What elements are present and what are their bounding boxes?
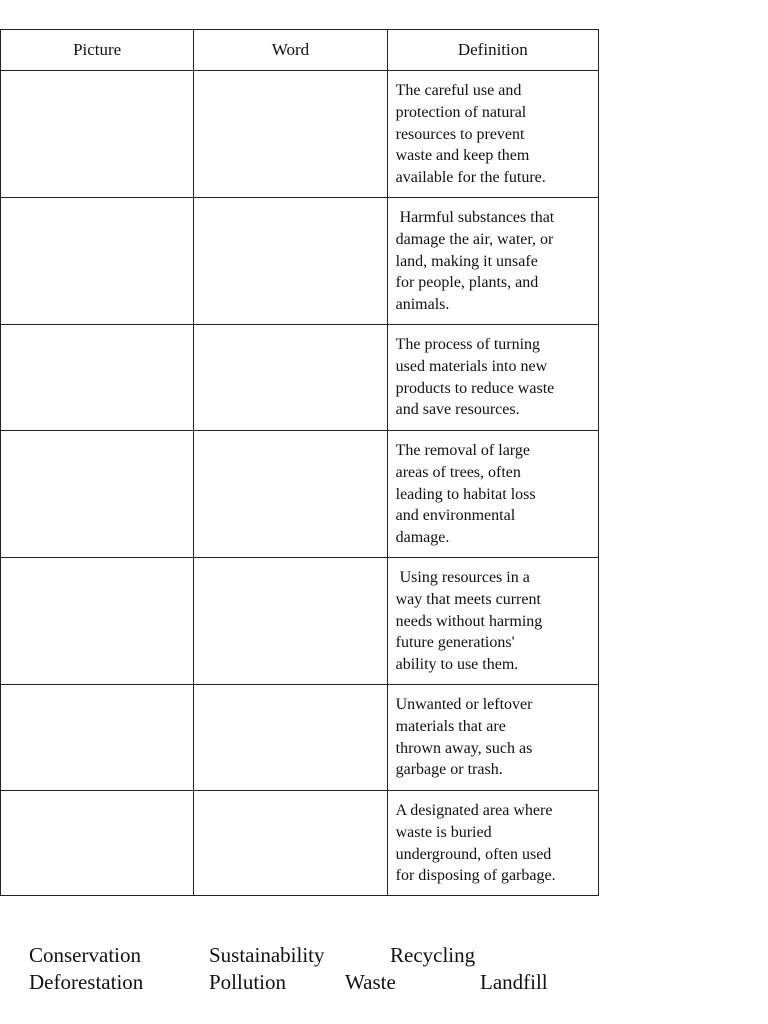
definition-text: Harmful substances that damage the air, water, or land, making it unsafe for people, plants, and animals. (395, 209, 555, 314)
definition-cell (387, 431, 598, 558)
definition-column-header: Definition (387, 30, 598, 71)
definition-text: The removal of large areas of trees, often leading to habitat loss and environmental damage. (395, 442, 536, 547)
definition-cell (387, 791, 598, 896)
table-row (1, 198, 599, 325)
word-column-header: Word (194, 30, 387, 71)
picture-cell[interactable] (1, 558, 194, 685)
table-header-row (1, 30, 599, 71)
table-row (1, 558, 599, 685)
word-cell[interactable] (194, 791, 387, 896)
table-row (1, 71, 599, 198)
vocabulary-table (0, 29, 599, 896)
table-row (1, 325, 599, 431)
definition-cell (387, 325, 598, 431)
word-bank (29, 942, 589, 998)
definition-text: The careful use and protection of natural resources to prevent waste and keep them available for the future. (395, 82, 546, 187)
definition-text: Using resources in a way that meets current needs without harming future generations' ability to use them. (395, 569, 543, 674)
word-cell[interactable] (194, 431, 387, 558)
picture-cell[interactable] (1, 431, 194, 558)
word-bank-landfill: Landfill (480, 970, 548, 994)
definition-cell (387, 558, 598, 685)
word-bank-deforestation: Deforestation (29, 970, 144, 994)
word-bank-pollution: Pollution (209, 970, 287, 994)
picture-cell[interactable] (1, 325, 194, 431)
picture-cell[interactable] (1, 198, 194, 325)
word-bank-sustainability: Sustainability (209, 943, 325, 967)
picture-cell[interactable] (1, 791, 194, 896)
word-cell[interactable] (194, 71, 387, 198)
picture-cell[interactable] (1, 685, 194, 791)
table-row (1, 791, 599, 896)
definition-text: A designated area where waste is buried underground, often used for disposing of garbage. (395, 802, 556, 885)
table-row (1, 685, 599, 791)
table-row (1, 431, 599, 558)
word-cell[interactable] (194, 685, 387, 791)
definition-cell (387, 198, 598, 325)
definition-cell (387, 685, 598, 791)
word-bank-recycling: Recycling (390, 943, 476, 967)
word-cell[interactable] (194, 558, 387, 685)
picture-cell[interactable] (1, 71, 194, 198)
definition-text: The process of turning used materials into new products to reduce waste and save resources. (395, 336, 555, 419)
definition-cell (387, 71, 598, 198)
word-cell[interactable] (194, 198, 387, 325)
word-cell[interactable] (194, 325, 387, 431)
picture-column-header: Picture (1, 30, 194, 71)
word-bank-waste: Waste (345, 970, 396, 994)
word-bank-conservation: Conservation (29, 943, 141, 967)
definition-text: Unwanted or leftover materials that are thrown away, such as garbage or trash. (395, 696, 533, 779)
